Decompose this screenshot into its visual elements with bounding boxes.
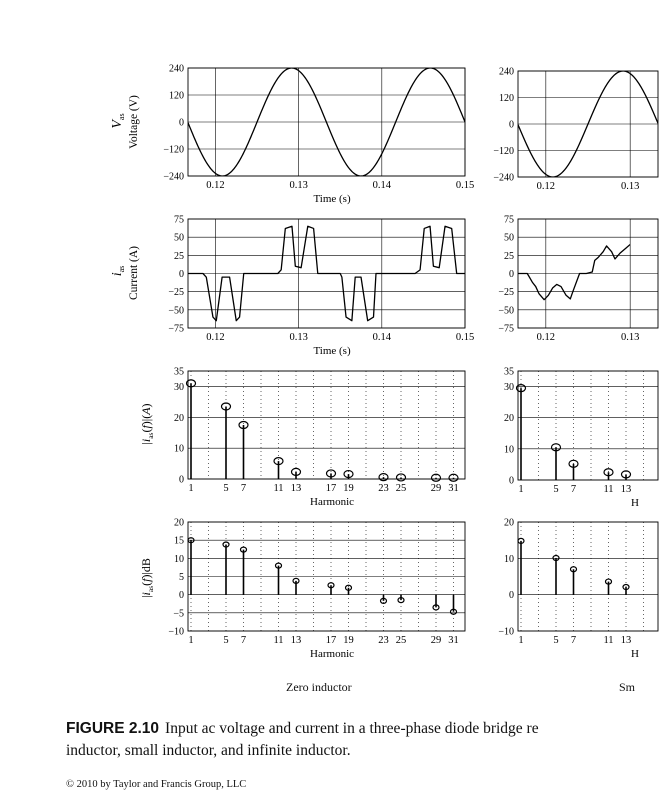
harmonic-db-axis-label-part: (	[139, 581, 153, 586]
harmonic-amp-axis-label	[139, 403, 155, 444]
zero-voltage-xtick-label: 0.12	[206, 180, 225, 191]
zero-harmonic-db-xlabel: Harmonic	[310, 648, 355, 660]
small-current-ytick-label: 0	[509, 269, 514, 280]
zero-harmonic-db-xtick-label: 7	[240, 635, 247, 646]
zero-harmonic-db-plot	[168, 518, 465, 661]
small-voltage-xtick-label: 0.12	[536, 181, 556, 192]
harmonic-db-axis-label-part: i	[139, 592, 153, 596]
zero-current-xtick-label: 0.14	[372, 332, 392, 343]
small-current-ytick-label: −75	[498, 323, 514, 335]
zero-harmonic-amp-ytick-label: 35	[174, 366, 184, 378]
small-harmonic-amp-plot	[504, 367, 658, 510]
zero-harmonic-db-xtick-label: 11	[273, 635, 284, 646]
current-symbol-label	[110, 266, 126, 277]
zero-harmonic-amp-xtick-label: 1	[188, 483, 194, 494]
harmonic-db-axis-label	[139, 558, 155, 598]
small-voltage-ytick-label: 0	[509, 119, 514, 131]
small-harmonic-db-xtick-label: 5	[553, 635, 559, 646]
zero-current-ytick-label: 0	[179, 269, 184, 280]
figure-label: FIGURE 2.10	[66, 720, 160, 737]
voltage-symbol-label	[110, 113, 126, 128]
voltage-symbol-label-part: as	[117, 113, 126, 121]
small-current-xtick-label: 0.13	[620, 332, 640, 343]
small-harmonic-db-ytick-label: 10	[504, 553, 514, 565]
voltage-axis-label	[128, 95, 140, 149]
harmonic-amp-axis-label-part: i	[139, 438, 153, 443]
small-harmonic-db-xtick-label: 7	[570, 635, 577, 646]
zero-harmonic-amp-xtick-label: 13	[290, 483, 302, 494]
small-harmonic-db-xtick-label: 11	[603, 635, 614, 646]
zero-harmonic-db-ytick-label: 0	[179, 590, 184, 602]
zero-harmonic-amp-xlabel: Harmonic	[310, 496, 355, 508]
zero-harmonic-db-xtick-label: 13	[290, 635, 302, 646]
zero-voltage-xlabel: Time (s)	[313, 193, 351, 205]
zero-current-xlabel: Time (s)	[313, 345, 351, 357]
caption-line-1: Input ac voltage and current in a three-phase diode bridge re	[165, 720, 539, 737]
figure-caption	[66, 718, 666, 762]
small-current-ytick-label: −25	[498, 287, 514, 299]
small-harmonic-db-xtick-label: 1	[518, 635, 524, 646]
zero-current-ytick-label: 75	[174, 214, 184, 226]
zero-current-ytick-label: 50	[174, 232, 184, 244]
column-caption-zero-inductor: Zero inductor	[286, 680, 352, 694]
zero-harmonic-db-ytick-label: 15	[174, 535, 184, 547]
zero-harmonic-db-xtick-label: 1	[188, 635, 194, 646]
zero-harmonic-db-xtick-label: 29	[430, 635, 442, 646]
zero-voltage-ytick-label: 0	[179, 117, 184, 129]
zero-harmonic-db-ytick-label: −10	[168, 626, 184, 638]
zero-voltage-xtick-label: 0.13	[289, 180, 308, 191]
small-harmonic-amp-xlabel-partial: H	[631, 497, 639, 509]
copyright-notice: © 2010 by Taylor and Francis Group, LLC	[66, 779, 247, 790]
small-harmonic-amp-ytick-label: 10	[504, 444, 514, 456]
small-harmonic-db-ytick-label: 0	[509, 590, 514, 602]
harmonic-amp-axis-label-part: f	[139, 425, 153, 429]
small-harmonic-amp-xtick-label: 7	[570, 484, 577, 495]
zero-harmonic-amp-xtick-label: 23	[378, 483, 389, 494]
zero-harmonic-amp-ytick-label: 0	[179, 474, 184, 486]
zero-voltage-ytick-label: −120	[163, 144, 184, 156]
zero-voltage-ytick-label: 120	[169, 90, 184, 102]
zero-harmonic-db-xtick-label: 23	[378, 635, 389, 646]
small-current-ytick-label: 75	[504, 214, 514, 226]
current-axis-label-part: Current (A)	[128, 246, 140, 300]
small-harmonic-db-xtick-label: 13	[620, 635, 632, 646]
zero-harmonic-db-xtick-label: 25	[395, 635, 407, 646]
small-harmonic-amp-xtick-label: 11	[603, 484, 614, 495]
zero-harmonic-amp-xtick-label: 11	[273, 483, 284, 494]
small-harmonic-db-ytick-label: −10	[498, 626, 514, 638]
small-voltage-ytick-label: 120	[499, 93, 514, 104]
small-current-plot	[498, 215, 658, 344]
small-voltage-ytick-label: −120	[493, 146, 514, 157]
zero-harmonic-amp-xtick-label: 31	[448, 483, 459, 494]
small-harmonic-db-plot	[498, 518, 658, 661]
small-harmonic-db-xlabel-partial: H	[631, 648, 639, 660]
harmonic-db-axis-label-part: as	[146, 585, 155, 593]
zero-harmonic-amp-ytick-label: 20	[174, 412, 184, 424]
zero-harmonic-db-ytick-label: 5	[179, 572, 184, 583]
small-voltage-plot	[493, 67, 658, 193]
small-harmonic-amp-xtick-label: 1	[518, 484, 524, 495]
harmonic-amp-axis-label-part: )	[139, 403, 153, 408]
zero-harmonic-db-xtick-label: 19	[343, 635, 354, 646]
small-harmonic-amp-ytick-label: 20	[504, 413, 514, 425]
small-voltage-xtick-label: 0.13	[620, 181, 640, 192]
current-symbol-label-part: i	[110, 272, 125, 277]
voltage-symbol-label-part: V	[110, 120, 125, 129]
harmonic-amp-axis-label-part: |	[139, 442, 153, 445]
zero-harmonic-amp-plot	[174, 367, 465, 509]
current-axis-label	[128, 246, 140, 300]
zero-voltage-plot	[163, 64, 474, 206]
zero-harmonic-db-xtick-label: 5	[223, 635, 229, 646]
small-current-ytick-label: 50	[504, 232, 514, 244]
zero-harmonic-db-ytick-label: 10	[174, 553, 184, 565]
small-harmonic-amp-ytick-label: 35	[504, 366, 514, 378]
zero-harmonic-amp-xtick-label: 5	[223, 483, 229, 494]
zero-harmonic-amp-frame	[188, 371, 465, 479]
harmonic-amp-axis-label-part: as	[146, 432, 155, 439]
zero-harmonic-amp-ytick-label: 30	[174, 381, 184, 393]
small-harmonic-db-frame	[518, 522, 658, 631]
zero-harmonic-amp-ytick-label: 10	[174, 443, 184, 455]
harmonic-db-axis-label-part: |	[139, 595, 153, 598]
zero-harmonic-db-xtick-label: 31	[448, 635, 459, 646]
zero-harmonic-amp-xtick-label: 25	[395, 483, 407, 494]
voltage-axis-label-part: Voltage (V)	[128, 95, 140, 149]
harmonic-amp-axis-label-part: A	[139, 407, 153, 415]
zero-current-ytick-label: −25	[168, 287, 184, 299]
zero-current-ytick-label: −75	[168, 323, 184, 335]
small-harmonic-amp-ytick-label: 30	[504, 382, 514, 394]
zero-harmonic-db-xtick-label: 17	[325, 635, 337, 646]
harmonic-db-axis-label-part: f	[139, 578, 153, 582]
harmonic-db-axis-label-part: )|dB	[139, 558, 153, 579]
zero-voltage-xtick-label: 0.15	[455, 180, 475, 191]
zero-current-xtick-label: 0.15	[455, 332, 475, 343]
zero-harmonic-amp-xtick-label: 19	[343, 483, 354, 494]
zero-voltage-xtick-label: 0.14	[372, 180, 392, 191]
small-current-ytick-label: 25	[504, 250, 514, 262]
zero-current-plot	[168, 215, 474, 358]
small-current-ytick-label: −50	[498, 305, 514, 317]
zero-voltage-ytick-label: 240	[169, 63, 184, 75]
zero-current-xtick-label: 0.13	[289, 332, 308, 343]
small-voltage-ytick-label: −240	[493, 172, 514, 184]
zero-current-ytick-label: −50	[168, 305, 184, 317]
small-harmonic-amp-frame	[518, 371, 658, 480]
zero-current-xtick-label: 0.12	[206, 332, 225, 343]
zero-current-ytick-label: 25	[174, 250, 184, 262]
zero-harmonic-amp-xtick-label: 29	[430, 483, 442, 494]
small-harmonic-amp-xtick-label: 5	[553, 484, 559, 495]
small-harmonic-amp-ytick-label: 0	[509, 475, 514, 487]
small-harmonic-amp-xtick-label: 13	[620, 484, 632, 495]
caption-line-2: inductor, small inductor, and infinite inductor.	[66, 742, 351, 759]
harmonic-amp-axis-label-part: (	[139, 428, 153, 433]
small-harmonic-db-ytick-label: 20	[504, 517, 514, 529]
small-current-xtick-label: 0.12	[536, 332, 556, 343]
zero-voltage-ytick-label: −240	[163, 171, 184, 183]
zero-harmonic-amp-xtick-label: 7	[240, 483, 247, 494]
zero-harmonic-amp-xtick-label: 17	[325, 483, 337, 494]
current-symbol-label-part: as	[117, 265, 126, 273]
column-caption-small-inductor: Sm	[619, 680, 636, 694]
zero-harmonic-db-ytick-label: 20	[174, 517, 184, 529]
zero-harmonic-db-ytick-label: −5	[173, 608, 184, 620]
harmonic-amp-axis-label-part: )|(	[139, 414, 153, 426]
small-voltage-ytick-label: 240	[499, 66, 514, 78]
